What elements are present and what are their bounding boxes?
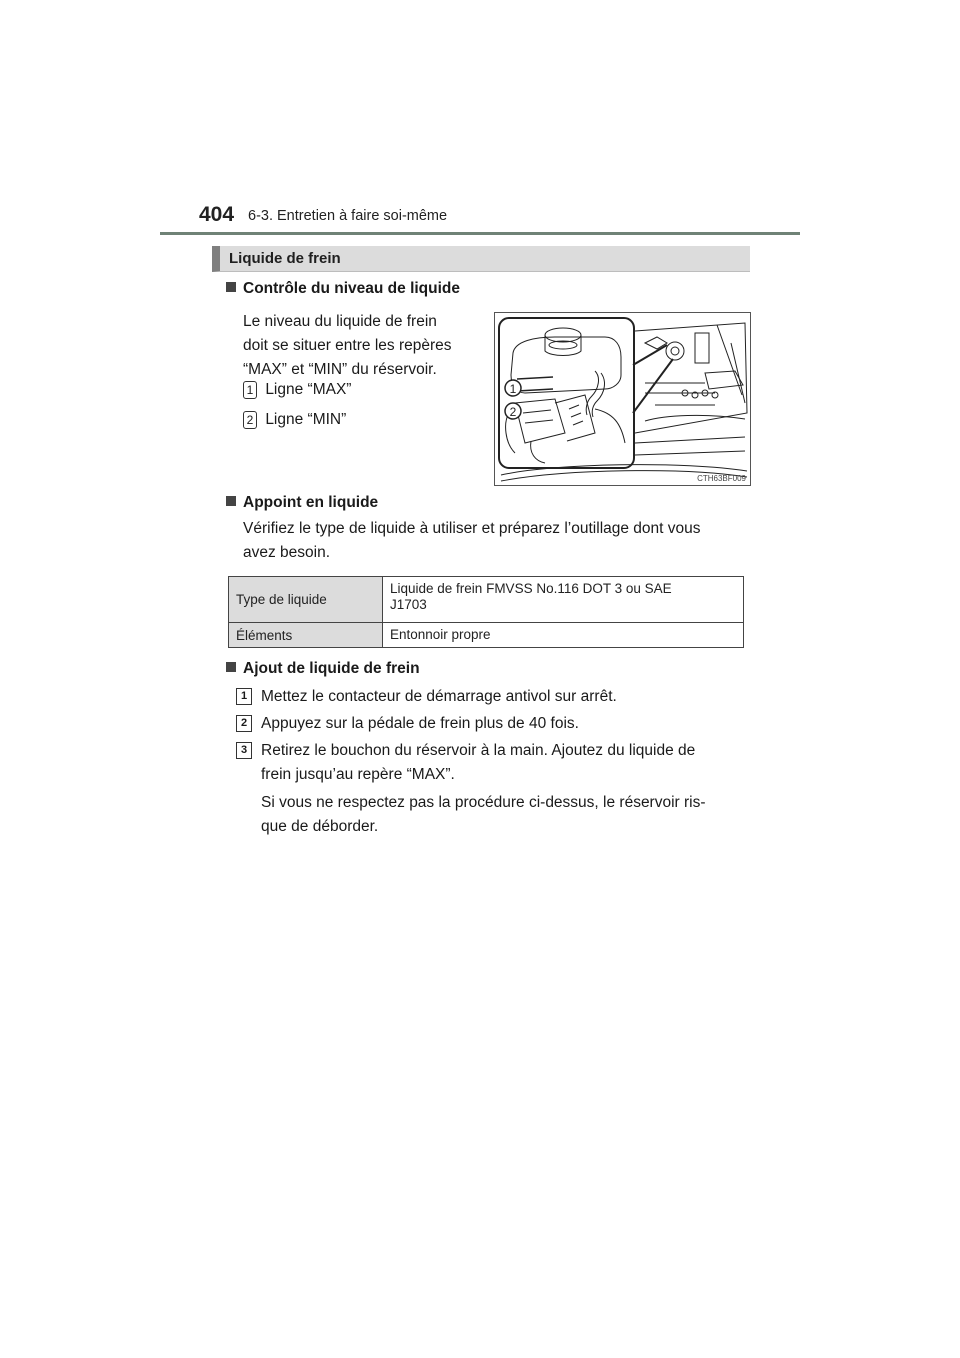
label-text: Ligne “MAX”: [265, 381, 352, 398]
section-title-bar: [212, 246, 750, 272]
heading-text: Appoint en liquide: [243, 494, 379, 511]
fluid-spec-table: [228, 576, 744, 648]
text-line: “MAX” et “MIN” du réservoir.: [243, 361, 437, 378]
page-number: 404: [199, 203, 235, 226]
step-number-box: 3: [236, 742, 252, 759]
header-rule: [160, 232, 800, 235]
table-key: Type de liquide: [229, 577, 383, 623]
step-number-box: 1: [236, 688, 252, 705]
callout-number: 1: [243, 381, 257, 399]
text-line: que de déborder.: [261, 818, 379, 835]
step-number-box: 2: [236, 715, 252, 732]
text-line: avez besoin.: [243, 544, 331, 561]
text-line: Le niveau du liquide de frein: [243, 313, 437, 330]
square-bullet-icon: [226, 282, 236, 292]
table-value: [383, 577, 744, 623]
refill-paragraph: [243, 517, 751, 565]
square-bullet-icon: [226, 662, 236, 672]
heading-refill: [226, 494, 378, 512]
table-row: [229, 577, 744, 623]
brake-reservoir-illustration: [494, 312, 751, 486]
text-line: Retirez le bouchon du réservoir à la main. Ajoutez du liquide de: [261, 742, 696, 759]
table-value: Entonnoir propre: [383, 623, 744, 648]
section-path: 6-3. Entretien à faire soi-même: [248, 208, 448, 224]
engine-bay-drawing: [495, 313, 750, 485]
callout-2: 2: [509, 405, 517, 419]
text-line: doit se situer entre les repères: [243, 337, 452, 354]
label-max: [243, 378, 351, 402]
table-key: Éléments: [229, 623, 383, 648]
square-bullet-icon: [226, 496, 236, 506]
check-paragraph: [243, 310, 478, 382]
label-text: Ligne “MIN”: [265, 411, 347, 428]
heading-add-fluid: [226, 660, 420, 678]
heading-text: Contrôle du niveau de liquide: [243, 280, 461, 297]
illustration-code: CTH63BF009: [697, 474, 746, 483]
text-line: frein jusqu’au repère “MAX”.: [261, 766, 455, 783]
callout-number: 2: [243, 411, 257, 429]
label-min: [243, 408, 346, 432]
step-1-text: Mettez le contacteur de démarrage antivol sur arrêt.: [261, 688, 617, 705]
step-2-text: Appuyez sur la pédale de frein plus de 40 fois.: [261, 715, 579, 732]
heading-check-level: [226, 280, 460, 298]
heading-text: Ajout de liquide de frein: [243, 660, 420, 677]
warning-note: [261, 791, 751, 839]
step-3-text: [261, 739, 751, 787]
callout-1: 1: [509, 382, 517, 396]
section-title: Liquide de frein: [229, 250, 341, 267]
text-line: Si vous ne respectez pas la procédure ci-dessus, le réservoir ris-: [261, 794, 706, 811]
value-line: J1703: [390, 597, 427, 612]
table-row: [229, 623, 744, 648]
text-line: Vérifiez le type de liquide à utiliser et préparez l’outillage dont vous: [243, 520, 701, 537]
value-line: Liquide de frein FMVSS No.116 DOT 3 ou SAE: [390, 581, 672, 596]
